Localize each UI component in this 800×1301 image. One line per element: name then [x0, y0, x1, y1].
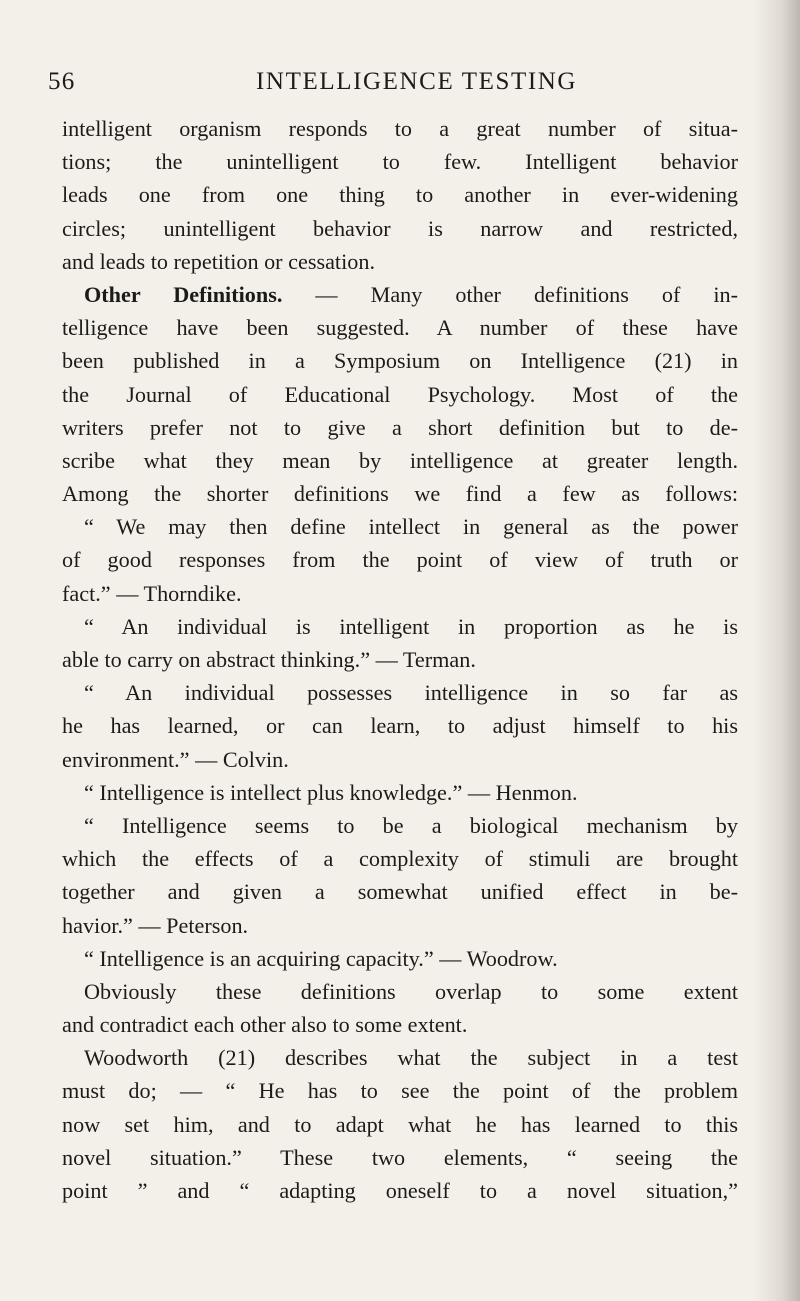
- text-line: [62, 311, 738, 344]
- running-head: INTELLIGENCE TESTING: [256, 68, 578, 95]
- line-text: of good responses from the point of view of truth or: [62, 547, 738, 573]
- text-line: [62, 178, 738, 211]
- text-line: [62, 709, 738, 742]
- line-text: “ We may then define intellect in general as the power: [84, 514, 738, 540]
- text-line: [62, 344, 738, 377]
- line-text: intelligent organism responds to a great number of situa-: [62, 116, 738, 141]
- text-line: [62, 842, 738, 875]
- text-line: [62, 1174, 738, 1207]
- text-line: [62, 577, 738, 610]
- text-line: [62, 743, 738, 776]
- text-line: [62, 942, 738, 975]
- line-text: fact.” — Thorndike.: [62, 580, 242, 606]
- text-line: [62, 610, 738, 643]
- text-line: [62, 776, 738, 809]
- line-text: — Many other definitions of in-: [282, 281, 738, 307]
- text-line: [62, 1141, 738, 1174]
- line-text: which the effects of a complexity of stimuli are brought: [62, 846, 738, 872]
- line-text: novel situation.” These two elements, “ seeing the: [62, 1144, 738, 1170]
- line-text: scribe what they mean by intelligence at greater length.: [62, 447, 738, 473]
- page-number: 56: [48, 68, 76, 95]
- line-text: “ An individual possesses intelligence in so far as: [84, 680, 738, 706]
- text-line: [62, 643, 738, 676]
- page-header: [48, 68, 748, 108]
- page-edge-shadow: [754, 0, 800, 1301]
- line-text: point ” and “ adapting oneself to a novel situation,”: [62, 1178, 738, 1203]
- line-text: “ Intelligence is intellect plus knowledge.” — Henmon.: [84, 779, 578, 805]
- line-text: the Journal of Educational Psychology. Most of the: [62, 381, 738, 407]
- line-text: circles; unintelligent behavior is narrow and restricted,: [62, 215, 738, 241]
- text-line: [62, 1108, 738, 1141]
- text-line: [62, 543, 738, 576]
- text-line: [62, 112, 738, 145]
- line-text: tions; the unintelligent to few. Intelligent behavior: [62, 149, 738, 175]
- text-line: [62, 1041, 738, 1074]
- line-text: must do; — “ He has to see the point of the problem: [62, 1078, 738, 1104]
- line-text: havior.” — Peterson.: [62, 912, 249, 938]
- line-text: he has learned, or can learn, to adjust himself to his: [62, 713, 738, 739]
- line-text: Obviously these definitions overlap to some extent: [84, 978, 738, 1004]
- line-text: Woodworth (21) describes what the subject in a test: [84, 1045, 738, 1071]
- text-line: [62, 1074, 738, 1107]
- text-line: [62, 212, 738, 245]
- line-text: “ Intelligence seems to be a biological mechanism by: [84, 812, 738, 838]
- line-text: environment.” — Colvin.: [62, 746, 289, 772]
- text-line: [62, 510, 738, 543]
- text-line: [62, 809, 738, 842]
- text-line: [62, 278, 738, 311]
- text-line: [62, 245, 738, 278]
- line-text: been published in a Symposium on Intelligence (21) in: [62, 348, 738, 374]
- line-text: “ Intelligence is an acquiring capacity.” — Woodrow.: [84, 945, 558, 971]
- body-text: [62, 112, 738, 1207]
- line-text: together and given a somewhat unified effect in be-: [62, 879, 738, 905]
- line-text: and contradict each other also to some extent.: [62, 1012, 468, 1038]
- text-line: [62, 1008, 738, 1041]
- line-text: able to carry on abstract thinking.” — Terman.: [62, 647, 476, 672]
- line-text: telligence have been suggested. A number of these have: [62, 315, 738, 341]
- text-line: [62, 909, 738, 942]
- text-line: [62, 145, 738, 178]
- line-text: now set him, and to adapt what he has learned to this: [62, 1111, 738, 1137]
- text-line: [62, 411, 738, 444]
- text-line: [62, 477, 738, 510]
- text-line: [62, 444, 738, 477]
- text-line: [62, 875, 738, 908]
- text-line: [62, 975, 738, 1008]
- line-text: “ An individual is intelligent in proportion as he is: [84, 613, 738, 639]
- line-text: leads one from one thing to another in ever-widening: [62, 182, 738, 208]
- line-text: writers prefer not to give a short definition but to de-: [62, 414, 738, 440]
- text-line: [62, 676, 738, 709]
- section-heading: Other Definitions.: [84, 281, 283, 307]
- text-line: [62, 378, 738, 411]
- line-text: and leads to repetition or cessation.: [62, 248, 375, 274]
- line-text: Among the shorter definitions we find a few as follows:: [62, 481, 738, 507]
